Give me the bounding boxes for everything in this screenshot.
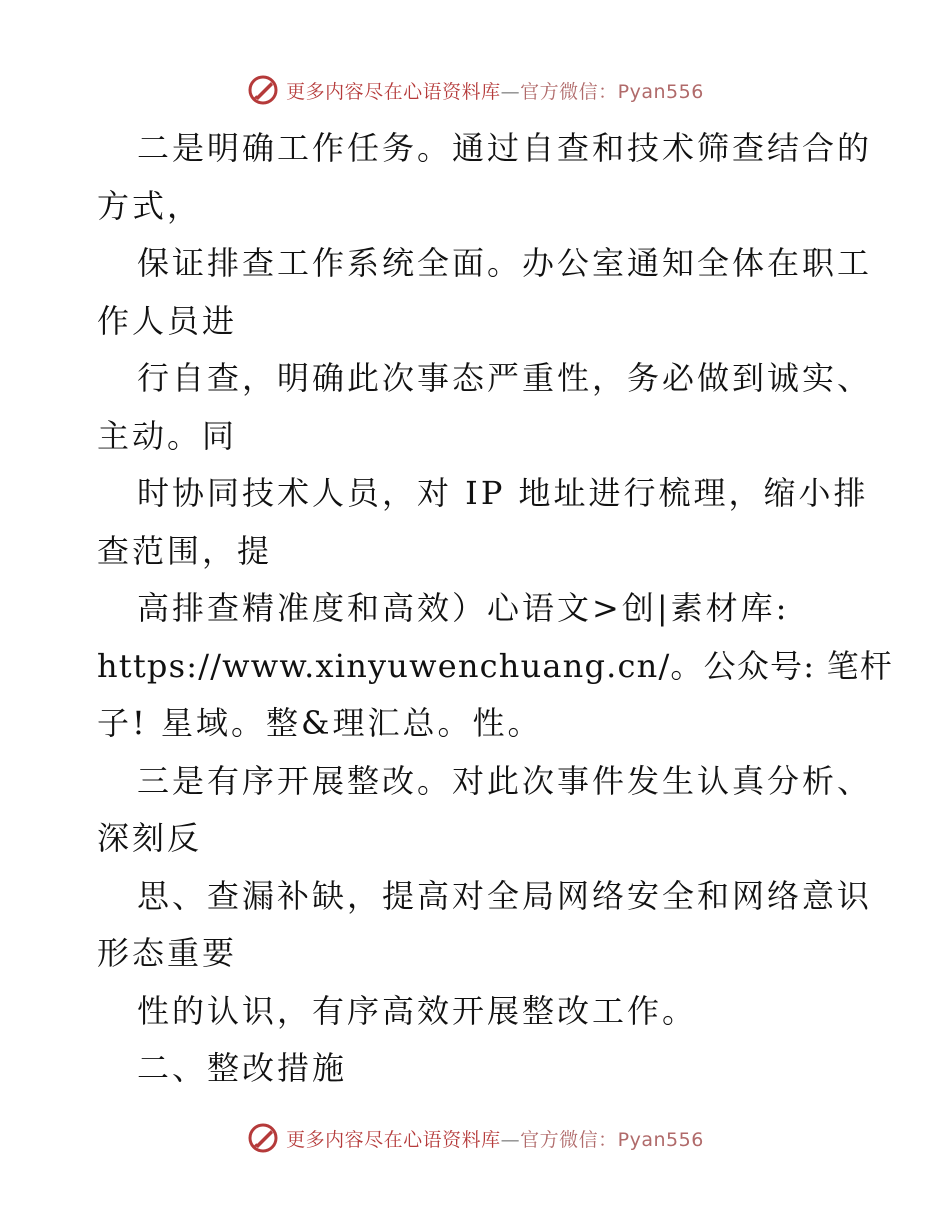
paragraph-line: 三是有序开展整改。对此次事件发生认真分析、 <box>137 761 873 800</box>
paragraph-line: 作人员进 <box>97 301 238 340</box>
footer-banner-main: 更多内容尽在心语资料库 <box>286 1128 501 1151</box>
header-banner-wechat: 官方微信：Pyan556 <box>520 80 704 103</box>
header-banner-main: 更多内容尽在心语资料库 <box>286 80 501 103</box>
header-watermark-banner <box>0 70 950 110</box>
section-heading: 二、整改措施 <box>137 1049 348 1087</box>
feather-pen-circle-icon <box>246 1121 280 1155</box>
paragraph-line: 查范围，提 <box>97 531 273 570</box>
paragraph-line: 行自查，明确此次事态严重性，务必做到诚实、 <box>137 359 873 397</box>
footer-banner-wechat: 官方微信：Pyan556 <box>520 1128 704 1151</box>
paragraph-line: 二是明确工作任务。通过自查和技术筛查结合的 <box>137 129 873 167</box>
paragraph-line: 主动。同 <box>97 416 238 455</box>
paragraph-line: 时协同技术人员，对 IP 地址进行梳理，缩小排 <box>137 474 869 512</box>
paragraph-line: 方式， <box>97 186 203 225</box>
footer-banner-text <box>286 1125 704 1152</box>
document-body <box>97 120 893 1098</box>
paragraph-line: 形态重要 <box>97 934 238 972</box>
paragraph-line: 高排查精准度和高效）心语文>创|素材库: <box>137 589 790 627</box>
paragraph-line: 保证排查工作系统全面。办公室通知全体在职工 <box>137 244 873 282</box>
paragraph-line: 性的认识，有序高效开展整改工作。 <box>137 991 698 1030</box>
header-banner-separator: — <box>500 80 521 103</box>
footer-banner-separator: — <box>500 1128 521 1151</box>
paragraph-line-url: https://www.xinyuwenchuang.cn/。公众号: 笔杆 <box>97 646 893 685</box>
header-banner-text <box>286 77 704 104</box>
paragraph-line: 深刻反 <box>97 819 203 857</box>
feather-pen-circle-icon <box>246 73 280 107</box>
paragraph-line: 子! 星域。整&理汇总。性。 <box>97 704 543 742</box>
paragraph-line: 思、查漏补缺，提高对全局网络安全和网络意识 <box>137 876 873 915</box>
footer-watermark-banner <box>0 1118 950 1158</box>
